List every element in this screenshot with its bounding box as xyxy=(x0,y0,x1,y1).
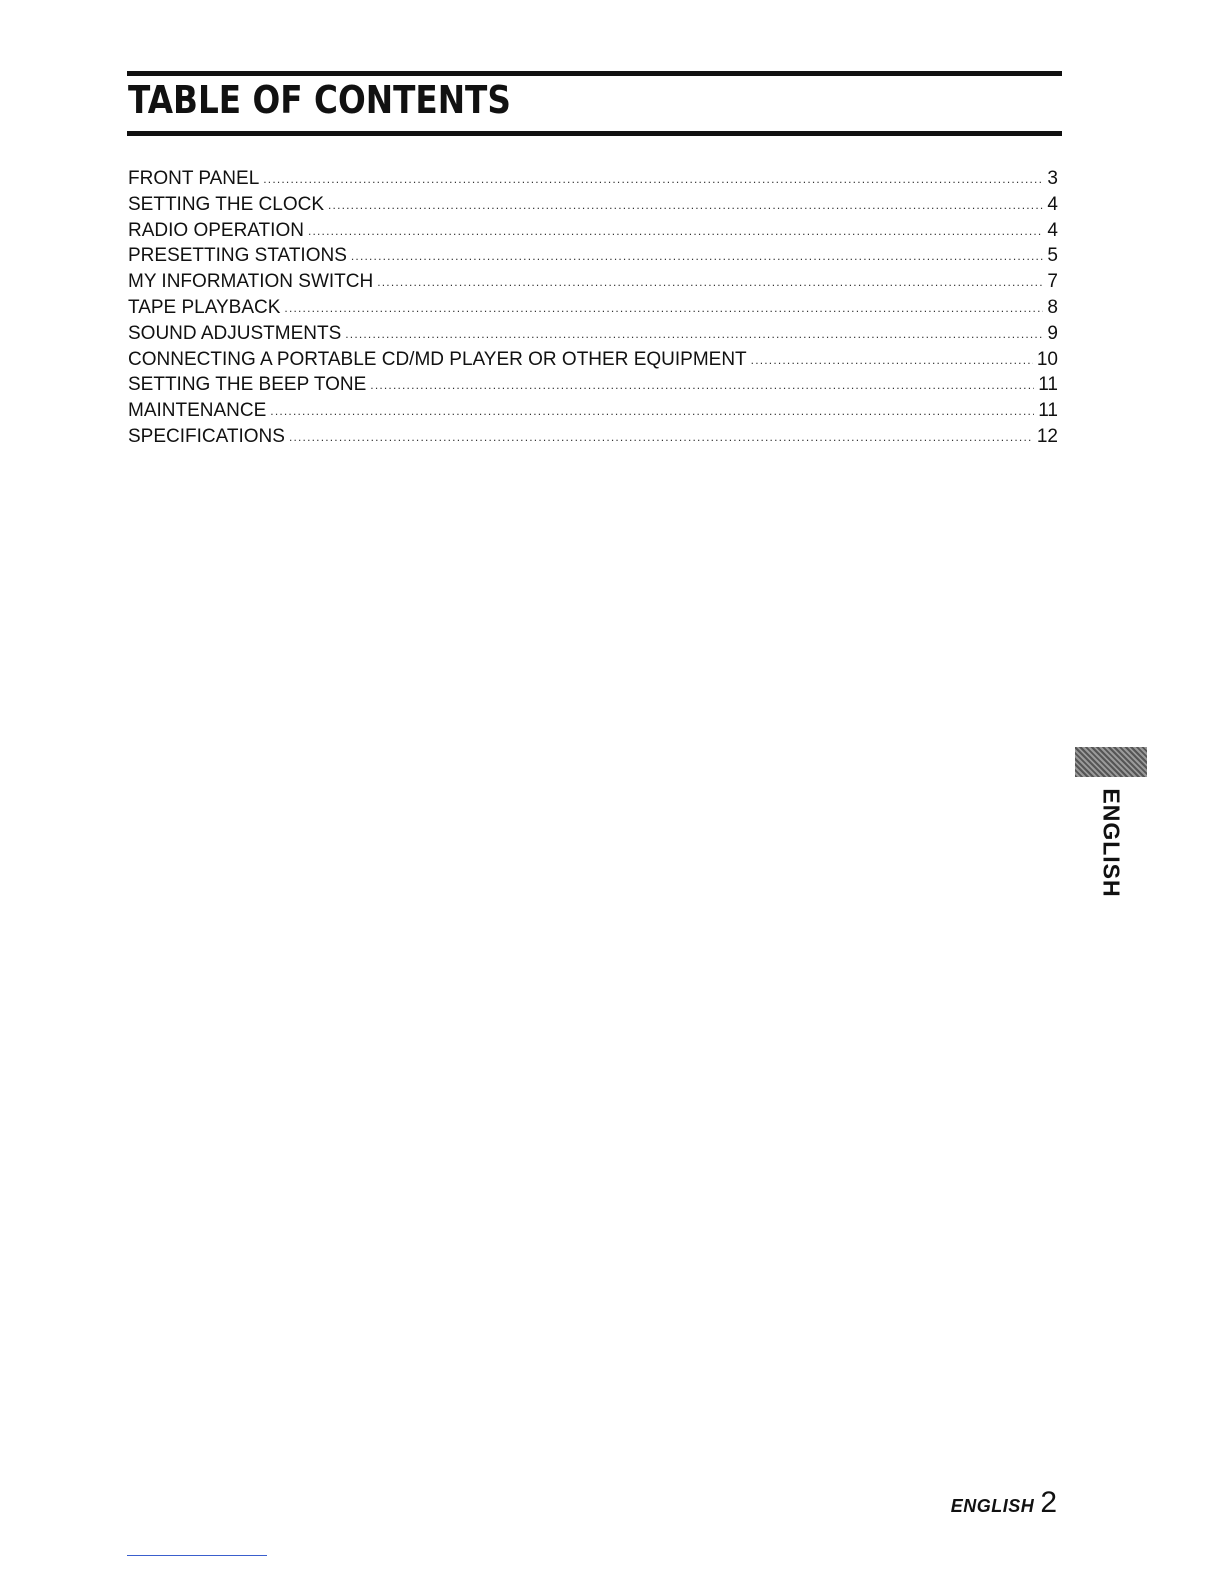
toc-entry-label: TAPE PLAYBACK xyxy=(128,296,281,318)
toc-entry-label: SETTING THE BEEP TONE xyxy=(128,374,367,396)
toc-leader-dots xyxy=(328,193,1043,219)
toc-entry-page: 7 xyxy=(1047,271,1058,293)
toc-entry-radio-operation[interactable] xyxy=(128,218,1058,244)
title-rule-top xyxy=(127,71,1062,76)
toc-entry-front-panel[interactable] xyxy=(128,166,1058,192)
title-rule-bottom xyxy=(127,131,1062,136)
bottom-edge-line xyxy=(127,1555,267,1556)
toc-leader-dots xyxy=(308,219,1043,245)
toc-entry-page: 8 xyxy=(1047,296,1058,318)
toc-entry-connecting-portable-player[interactable] xyxy=(128,347,1058,373)
footer-page-number: 2 xyxy=(1040,1486,1057,1519)
page-footer xyxy=(951,1486,1057,1520)
toc-entry-page: 9 xyxy=(1047,322,1058,344)
toc-entry-page: 12 xyxy=(1036,425,1058,447)
toc-entry-page: 10 xyxy=(1036,348,1058,370)
toc-entry-my-information-switch[interactable] xyxy=(128,269,1058,295)
toc-entry-label: PRESETTING STATIONS xyxy=(128,245,347,267)
toc-entry-maintenance[interactable] xyxy=(128,398,1058,424)
toc-entry-tape-playback[interactable] xyxy=(128,295,1058,321)
toc-entry-label: RADIO OPERATION xyxy=(128,219,304,241)
toc-entry-page: 4 xyxy=(1047,219,1058,241)
toc-leader-dots xyxy=(751,348,1033,374)
toc-leader-dots xyxy=(370,373,1034,399)
language-side-label: ENGLISH xyxy=(1098,788,1125,898)
table-of-contents xyxy=(128,166,1058,450)
page-title: TABLE OF CONTENTS xyxy=(128,78,511,122)
toc-leader-dots xyxy=(377,270,1043,296)
footer-language: ENGLISH xyxy=(950,1496,1035,1516)
toc-leader-dots xyxy=(270,399,1034,425)
toc-entry-page: 11 xyxy=(1038,400,1058,422)
toc-leader-dots xyxy=(263,167,1043,193)
toc-entry-label: CONNECTING A PORTABLE CD/MD PLAYER OR OTHER EQUIPMENT xyxy=(128,348,747,370)
toc-entry-specifications[interactable] xyxy=(128,424,1058,450)
toc-entry-label: SPECIFICATIONS xyxy=(128,425,285,447)
toc-entry-page: 4 xyxy=(1047,193,1058,215)
toc-entry-label: FRONT PANEL xyxy=(128,168,260,189)
toc-entry-label: MAINTENANCE xyxy=(128,400,267,422)
language-tab-marker xyxy=(1075,747,1147,777)
toc-entry-page: 5 xyxy=(1047,245,1058,267)
toc-entry-label: MY INFORMATION SWITCH xyxy=(128,271,374,293)
toc-leader-dots xyxy=(284,296,1043,322)
toc-entry-presetting-stations[interactable] xyxy=(128,243,1058,269)
toc-entry-label: SOUND ADJUSTMENTS xyxy=(128,322,342,344)
toc-leader-dots xyxy=(345,322,1043,348)
toc-entry-sound-adjustments[interactable] xyxy=(128,321,1058,347)
toc-leader-dots xyxy=(351,244,1044,270)
toc-entry-page: 11 xyxy=(1038,374,1058,396)
toc-leader-dots xyxy=(289,425,1033,451)
toc-entry-label: SETTING THE CLOCK xyxy=(128,193,325,215)
toc-entry-setting-the-beep-tone[interactable] xyxy=(128,372,1058,398)
toc-entry-setting-the-clock[interactable] xyxy=(128,192,1058,218)
toc-entry-page: 3 xyxy=(1047,168,1058,189)
